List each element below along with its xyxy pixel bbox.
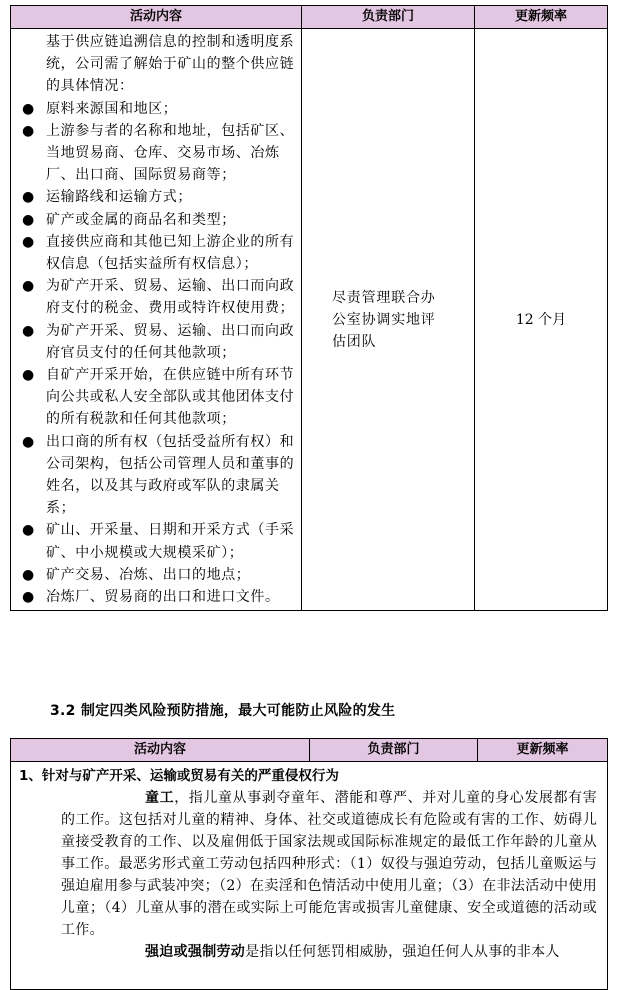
requirement-list [21, 98, 297, 609]
risk-prevention-table [10, 738, 608, 990]
requirement-item-text: 上游参与者的名称和地址，包括矿区、当地贸易商、仓库、交易市场、冶炼厂、出口商、国际贸易商等； [46, 122, 295, 184]
requirement-item-text: 矿山、开采量、日期和开采方式（手采矿、中小规模或大规模采矿）； [46, 522, 295, 561]
bullet-icon: ● [22, 322, 35, 339]
requirement-item-text: 为矿产开采、贸易、运输、出口而向政府支付的税金、费用或特许权使用费； [46, 278, 295, 317]
header-activity: 活动内容 [11, 6, 302, 29]
intro-text: 基于供应链追溯信息的控制和透明度系统，公司需了解始于矿山的整个供应链的具体情况： [46, 34, 295, 95]
bullet-icon: ● [22, 122, 35, 139]
child-labour-text: ，指儿童从事剥夺童年、潜能和尊严、并对儿童的身心发展都有害的工作。这包括对儿童的精神、身体、社交或道德成长有危险或有害的工作、妨碍儿童接受教育的工作、以及雇佣低于国家法规或国际标准规定的最低工作年龄的儿童从事工作。最恶劣形式童工劳动包括四种形式：（1）奴役与强迫劳动，包括儿童贩运与强迫雇用参与武装冲突；（2）在卖淫和色情活动中使用儿童；（3）在非法活动中使用儿童；（4）儿童从事的潜在或实际上可能危害或损害儿童健康、安全或道德的活动或工作。 [61, 790, 597, 938]
bullet-icon: ● [22, 589, 35, 606]
department-cell [302, 29, 475, 611]
requirement-item-text: 原料来源国和地区； [46, 100, 178, 117]
forced-labour-text: 是指以任何惩罚相威胁，强迫任何人从事的非本人 [245, 944, 560, 960]
risk-content-cell [11, 762, 608, 990]
requirement-item-text: 矿产交易、冶炼、出口的地点； [46, 566, 251, 583]
header-department: 负责部门 [310, 739, 478, 762]
requirement-item [21, 98, 297, 120]
section-heading: 3.2 制定四类风险预防措施，最大可能防止风险的发生 [50, 703, 396, 719]
forced-labour-term: 强迫或强制劳动 [145, 944, 246, 960]
bullet-icon: ● [22, 433, 35, 450]
requirement-item-text: 为矿产开采、贸易、运输、出口而向政府官员支付的任何其他款项； [46, 322, 295, 361]
risk-title: 1、针对与矿产开采、运输或贸易有关的严重侵权行为 [19, 768, 339, 784]
child-labour-paragraph [19, 787, 597, 941]
header-activity: 活动内容 [11, 739, 310, 762]
requirement-item [21, 364, 297, 431]
requirement-item [21, 186, 297, 208]
bullet-icon: ● [22, 100, 35, 117]
frequency-text: 12 个月 [515, 311, 567, 328]
header-frequency: 更新频率 [478, 739, 608, 762]
requirement-item-text: 运输路线和运输方式； [46, 189, 192, 206]
child-labour-term: 童工 [145, 790, 175, 806]
department-text: 尽责管理联合办公室协调实地评估团队 [332, 289, 436, 350]
header-department: 负责部门 [302, 6, 475, 29]
requirement-item-text: 矿产或金属的商品名和类型； [46, 211, 236, 228]
requirement-item [21, 519, 297, 563]
bullet-icon: ● [22, 566, 35, 583]
header-frequency: 更新频率 [475, 6, 608, 29]
bullet-icon: ● [22, 367, 35, 384]
requirement-item [21, 586, 297, 608]
bullet-icon: ● [22, 211, 35, 228]
requirement-item [21, 120, 297, 187]
requirement-item [21, 209, 297, 231]
supply-chain-info-table [10, 5, 608, 611]
requirement-item-text: 冶炼厂、贸易商的出口和进口文件。 [46, 589, 280, 606]
requirement-item [21, 231, 297, 275]
frequency-cell [475, 29, 608, 611]
bullet-icon: ● [22, 278, 35, 295]
requirement-item-text: 出口商的所有权（包括受益所有权）和公司架构，包括公司管理人员和董事的姓名，以及其与政府或军队的隶属关系； [46, 433, 295, 517]
requirement-item [21, 320, 297, 364]
activity-content-cell [11, 29, 302, 611]
requirement-item [21, 275, 297, 319]
requirement-item-text: 自矿产开采开始，在供应链中所有环节向公共或私人安全部队或其他团体支付的所有税款和任何其他款项； [46, 367, 295, 428]
forced-labour-paragraph [19, 941, 597, 963]
bullet-icon: ● [22, 189, 35, 206]
requirement-item-text: 直接供应商和其他已知上游企业的所有权信息（包括实益所有权信息）； [46, 233, 295, 273]
requirement-item [21, 431, 297, 520]
requirement-item [21, 564, 297, 586]
bullet-icon: ● [22, 522, 35, 539]
bullet-icon: ● [22, 233, 35, 250]
